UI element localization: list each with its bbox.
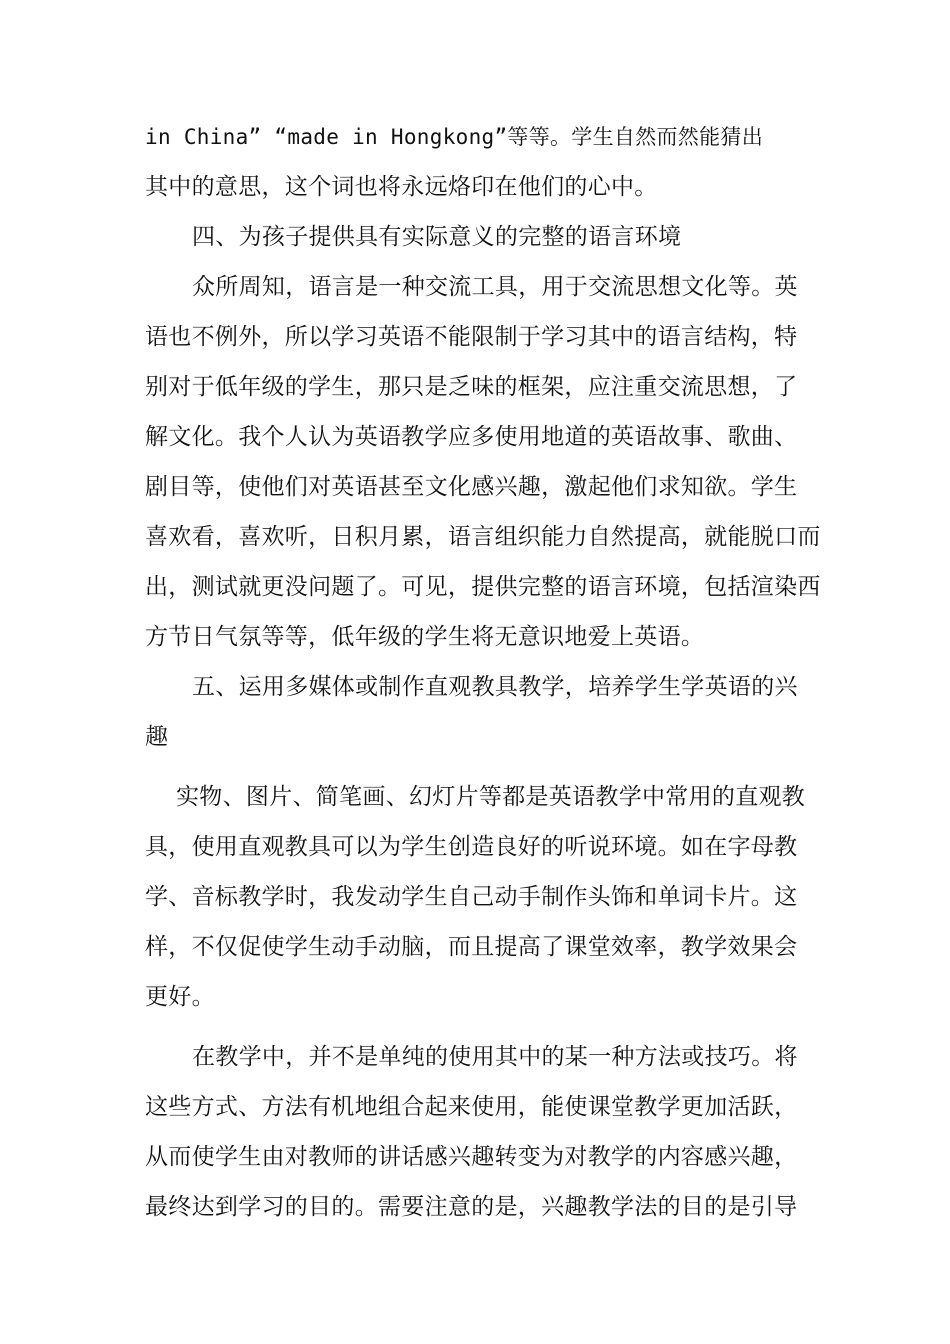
paragraph-line: 方节日气氛等等，低年级的学生将无意识地爱上英语。 — [145, 624, 705, 650]
paragraph-line: in China” “made in Hongkong”等等。学生自然而然能猜出 — [145, 125, 764, 149]
section-heading-5-continued: 趣 — [145, 724, 169, 750]
paragraph-line: 别对于低年级的学生，那只是乏味的框架，应注重交流思想，了 — [145, 374, 798, 400]
paragraph-line: 更好。 — [145, 984, 215, 1010]
paragraph-line: 学、音标教学时，我发动学生自己动手制作头饰和单词卡片。这 — [145, 884, 798, 910]
paragraph-line: 语也不例外，所以学习英语不能限制于学习其中的语言结构，特 — [145, 324, 798, 350]
paragraph-line: 实物、图片、简笔画、幻灯片等都是英语教学中常用的直观教 — [176, 784, 806, 810]
section-heading-4: 四、为孩子提供具有实际意义的完整的语言环境 — [192, 224, 682, 250]
paragraph-line: 这些方式、方法有机地组合起来使用，能使课堂教学更加活跃， — [145, 1094, 798, 1120]
section-heading-5: 五、运用多媒体或制作直观教具教学，培养学生学英语的兴 — [192, 674, 798, 700]
paragraph-line: 最终达到学习的目的。需要注意的是，兴趣教学法的目的是引导 — [145, 1194, 798, 1220]
paragraph-line: 众所周知，语言是一种交流工具，用于交流思想文化等。英 — [192, 274, 798, 300]
paragraph-line: 从而使学生由对教师的讲话感兴趣转变为对教学的内容感兴趣， — [145, 1144, 798, 1170]
paragraph-line: 剧目等，使他们对英语甚至文化感兴趣，激起他们求知欲。学生 — [145, 474, 798, 500]
paragraph-line: 解文化。我个人认为英语教学应多使用地道的英语故事、歌曲、 — [145, 424, 798, 450]
paragraph-line: 具，使用直观教具可以为学生创造良好的听说环境。如在字母教 — [145, 834, 798, 860]
paragraph-line: 在教学中，并不是单纯的使用其中的某一种方法或技巧。将 — [192, 1044, 798, 1070]
paragraph-line: 出，测试就更没问题了。可见，提供完整的语言环境，包括渲染西 — [145, 574, 821, 600]
paragraph-line: 喜欢看，喜欢听，日积月累，语言组织能力自然提高，就能脱口而 — [145, 524, 821, 550]
paragraph-line: 其中的意思，这个词也将永远烙印在他们的心中。 — [145, 174, 658, 200]
paragraph-line: 样，不仅促使学生动手动脑，而且提高了课堂效率，教学效果会 — [145, 934, 798, 960]
